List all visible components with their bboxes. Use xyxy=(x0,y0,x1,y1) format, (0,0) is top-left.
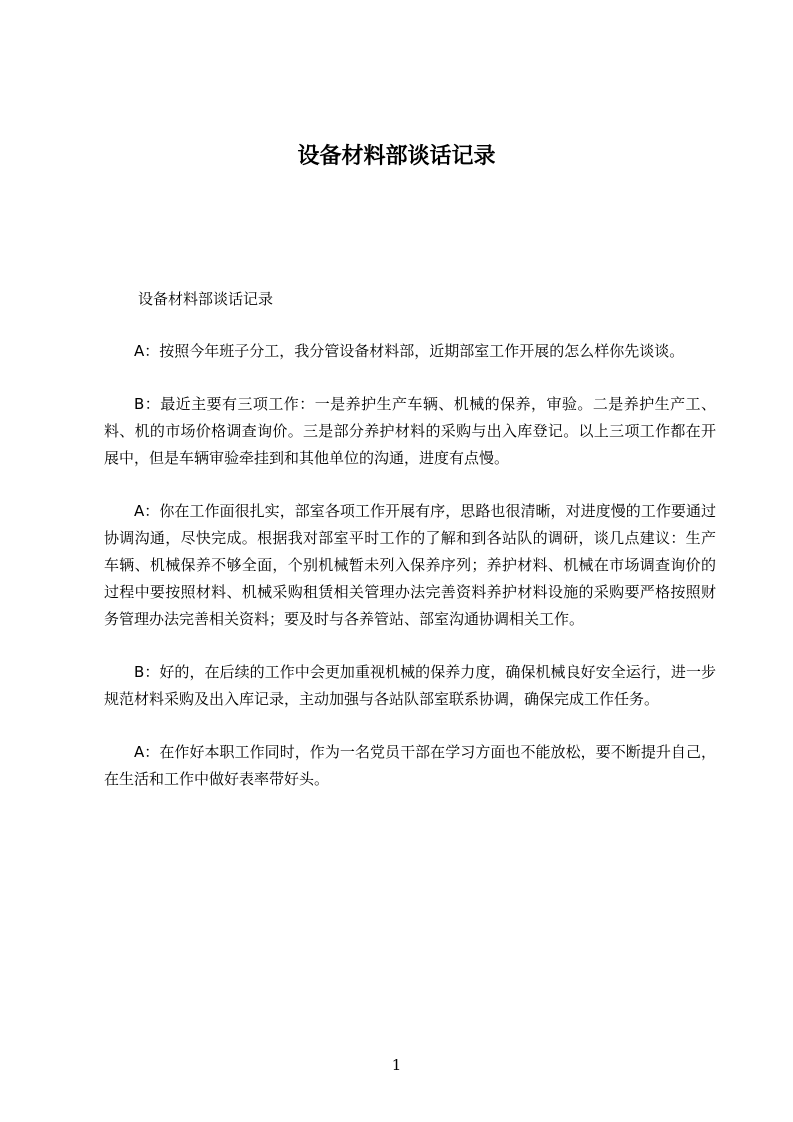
dialogue-paragraph: A：按照今年班子分工，我分管设备材料部，近期部室工作开展的怎么样你先谈谈。 xyxy=(134,342,685,360)
document-body xyxy=(104,286,716,819)
page-number: 1 xyxy=(391,1056,402,1074)
document-subtitle: 设备材料部谈话记录 xyxy=(138,290,274,308)
dialogue-paragraph: A：在作好本职工作同时，作为一名党员干部在学习方面也不能放松，要不断提升自己，在生活和工作中做好表率带好头。 xyxy=(104,743,716,788)
document-title: 设备材料部谈话记录 xyxy=(297,144,496,169)
dialogue-paragraph: B：最近主要有三项工作：一是养护生产车辆、机械的保养，审验。二是养护生产工、料、机的市场价格调查询价。三是部分养护材料的采购与出入库登记。以上三项工作都在开展中，但是车辆审验牵挂到和其他单位的沟通，进度有点慢。 xyxy=(104,395,716,467)
dialogue-paragraph: B：好的，在后续的工作中会更加重视机械的保养力度，确保机械良好安全运行，进一步规范材料采购及出入库记录，主动加强与各站队部室联系协调，确保完成工作任务。 xyxy=(104,663,716,708)
dialogue-paragraph: A：你在工作面很扎实，部室各项工作开展有序，思路也很清晰，对进度慢的工作要通过协调沟通，尽快完成。根据我对部室平时工作的了解和到各站队的调研，谈几点建议：生产车辆、机械保养不够全面，个别机械暂未列入保养序列；养护材料、机械在市场调查询价的过程中要按照材料、机械采购租赁相关管理办法完善资料养护材料设施的采购要严格按照财务管理办法完善相关资料；要及时与各养管站、部室沟通协调相关工作。 xyxy=(104,502,716,628)
